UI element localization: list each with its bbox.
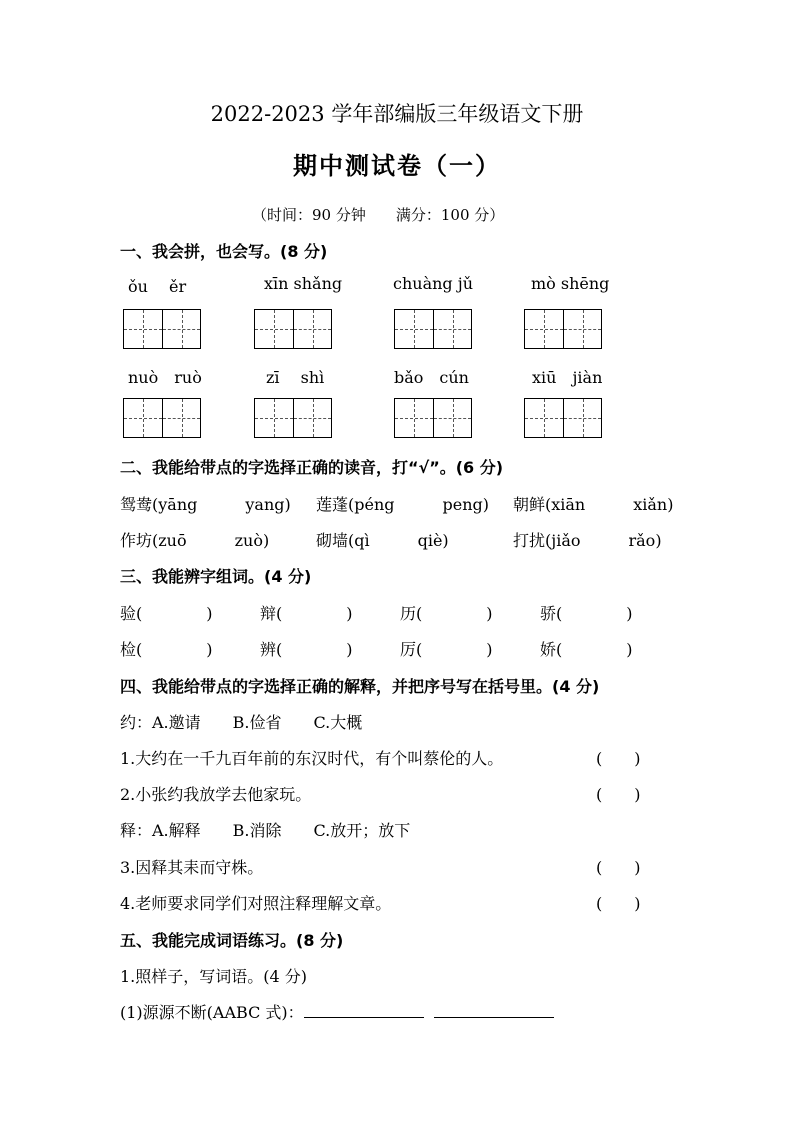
reading-choice[interactable]: 朝鲜(xiān xiǎn) [513, 495, 674, 514]
answer-blank[interactable] [304, 1003, 424, 1018]
pinyin-label: ǒu ěr [128, 277, 187, 296]
pinyin-label: mò shēng [531, 274, 610, 293]
word-group-item[interactable]: 厉( ) [400, 640, 493, 659]
exam-title-line1: 2022-2023 学年部编版三年级语文下册 [210, 102, 584, 126]
time-label: （时间：90 分钟 [252, 206, 366, 224]
section-2-heading: 二、我能给带点的字选择正确的读音，打“√”。(6 分) [120, 458, 504, 477]
pinyin-label: xīn shǎng [264, 274, 343, 293]
word-group-item[interactable]: 验( ) [120, 604, 213, 623]
pinyin-label: nuò ruò [128, 368, 202, 387]
pinyin-label: xiū jiàn [532, 368, 603, 387]
reading-choice[interactable]: 鸳鸯(yāng yang) [120, 495, 291, 514]
section-5-heading: 五、我能完成词语练习。(8 分) [120, 931, 344, 950]
word-group-item[interactable]: 骄( ) [540, 604, 633, 623]
section-1-heading: 一、我会拼，也会写。(8 分) [120, 242, 328, 261]
answer-paren[interactable]: ( ) [596, 785, 641, 804]
yue-options: 约：A.邀请 B.俭省 C.大概 [120, 713, 363, 732]
shi-options: 释：A.解释 B.消除 C.放开；放下 [120, 821, 411, 840]
answer-blank[interactable] [434, 1003, 554, 1018]
question-4: 4.老师要求同学们对照注释理解文章。 [120, 894, 392, 913]
writing-grid[interactable] [123, 309, 201, 349]
word-group-item[interactable]: 娇( ) [540, 640, 633, 659]
exercise-item-1-label: (1)源源不断(AABC 式)： [120, 1003, 304, 1022]
writing-grid[interactable] [254, 398, 332, 438]
exam-title-line2: 期中测试卷（一） [293, 152, 501, 180]
question-2: 2.小张约我放学去他家玩。 [120, 785, 312, 804]
pinyin-label: chuàng jǔ [393, 274, 474, 293]
answer-paren[interactable]: ( ) [596, 894, 641, 913]
word-group-item[interactable]: 辨( ) [260, 640, 353, 659]
answer-paren[interactable]: ( ) [596, 749, 641, 768]
pinyin-label: zī shì [266, 368, 325, 387]
answer-paren[interactable]: ( ) [596, 858, 641, 877]
question-3: 3.因释其耒而守株。 [120, 858, 264, 877]
writing-grid[interactable] [123, 398, 201, 438]
reading-choice[interactable]: 打扰(jiǎo rǎo) [513, 531, 662, 550]
section-4-heading: 四、我能给带点的字选择正确的解释，并把序号写在括号里。(4 分) [120, 677, 600, 696]
writing-grid[interactable] [524, 398, 602, 438]
writing-grid[interactable] [394, 398, 472, 438]
writing-grid[interactable] [254, 309, 332, 349]
word-group-item[interactable]: 历( ) [400, 604, 493, 623]
pinyin-label: bǎo cún [394, 368, 469, 387]
score-label: 满分：100 分） [395, 206, 505, 224]
exercise-item-1 [120, 1000, 554, 1023]
word-group-item[interactable]: 辩( ) [260, 604, 353, 623]
reading-choice[interactable]: 作坊(zuō zuò) [120, 531, 270, 550]
exam-meta [252, 204, 504, 225]
word-group-item[interactable]: 检( ) [120, 640, 213, 659]
reading-choice[interactable]: 莲蓬(péng peng) [316, 495, 490, 514]
sub-question-1: 1.照样子，写词语。(4 分) [120, 967, 308, 986]
section-3-heading: 三、我能辨字组词。(4 分) [120, 567, 312, 586]
question-1: 1.大约在一千九百年前的东汉时代，有个叫蔡伦的人。 [120, 749, 504, 768]
reading-choice[interactable]: 砌墙(qì qiè) [316, 531, 449, 550]
writing-grid[interactable] [524, 309, 602, 349]
writing-grid[interactable] [394, 309, 472, 349]
